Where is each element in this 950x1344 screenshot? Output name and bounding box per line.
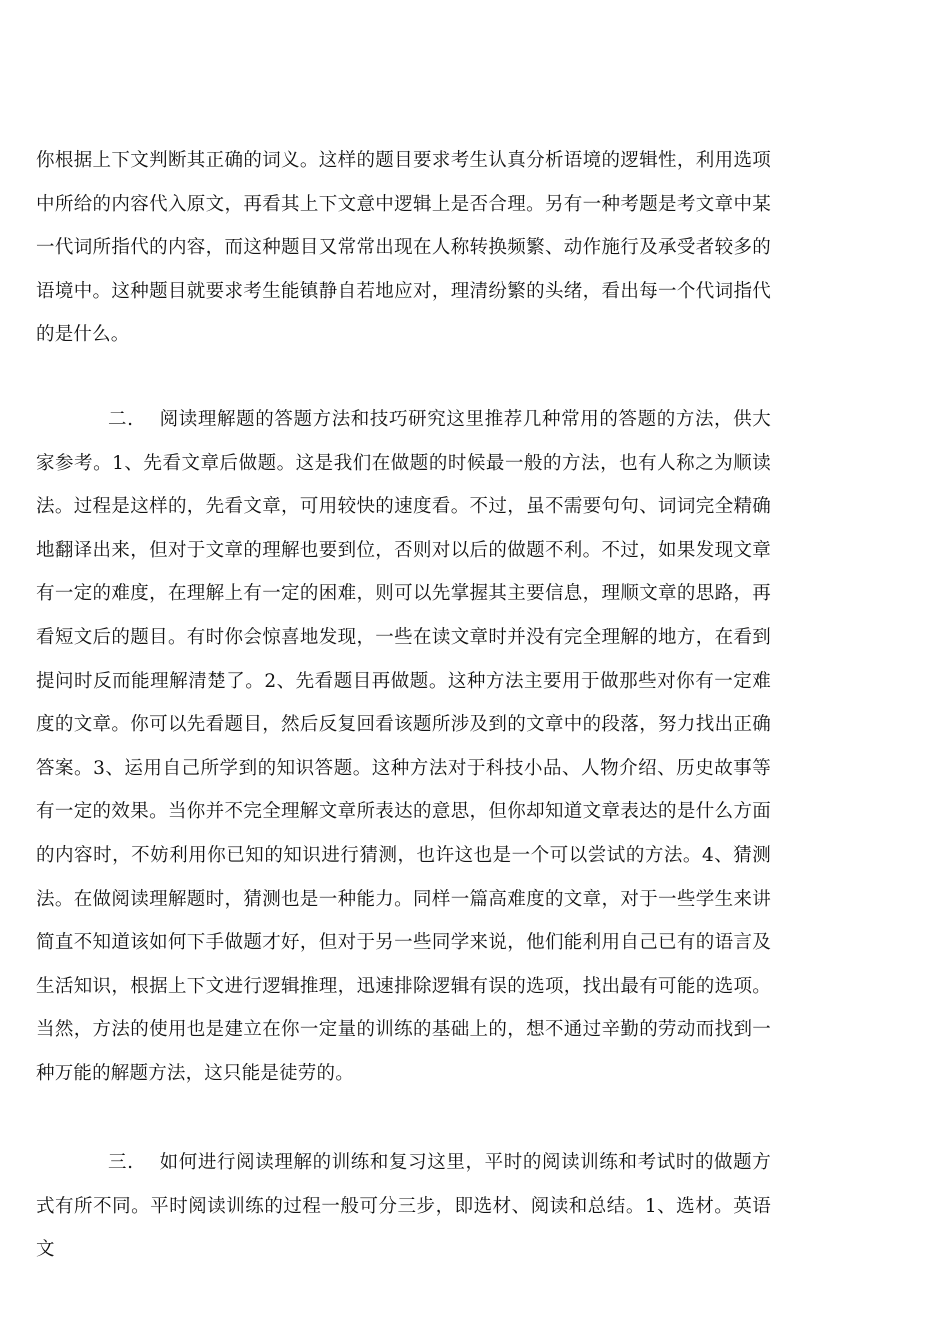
section-number: 三. bbox=[108, 1152, 134, 1173]
section-number: 二. bbox=[108, 409, 134, 430]
paragraph-section-three bbox=[36, 1141, 771, 1272]
paragraph-text: 阅读理解题的答题方法和技巧研究这里推荐几种常用的答题的方法，供大家参考。1、先看文章后做题。这是我们在做题的时候最一般的方法，也有人称之为顺读法。过程是这样的，先看文章，可用较快的速度看。不过，虽不需要句句、词词完全精确地翻译出来，但对于文章的理解也要到位，否则对以后的做题不利。不过，如果发现文章有一定的难度，在理解上有一定的困难，则可以先掌握其主要信息，理顺文章的思路，再看短文后的题目。有时你会惊喜地发现，一些在读文章时并没有完全理解的地方，在看到提问时反而能理解清楚了。2、先看题目再做题。这种方法主要用于做那些对你有一定难度的文章。你可以先看题目，然后反复回看该题所涉及到的文章中的段落，努力找出正确答案。3、运用自己所学到的知识答题。这种方法对于科技小品、人物介绍、历史故事等有一定的效果。当你并不完全理解文章所表达的意思，但你却知道文章表达的是什么方面的内容时，不妨利用你已知的知识进行猜测，也许这也是一个可以尝试的方法。4、猜测法。在做阅读理解题时，猜测也是一种能力。同样一篇高难度的文章，对于一些学生来讲简直不知道该如何下手做题才好，但对于另一些同学来说，他们能利用自己已有的语言及生活知识，根据上下文进行逻辑推理，迅速排除逻辑有误的选项，找出最有可能的选项。当然，方法的使用也是建立在你一定量的训练的基础上的，想不通过辛勤的劳动而找到一种万能的解题方法，这只能是徒劳的。 bbox=[36, 409, 771, 1084]
paragraph-text: 如何进行阅读理解的训练和复习这里，平时的阅读训练和考试时的做题方式有所不同。平时阅读训练的过程一般可分三步，即选材、阅读和总结。1、选材。英语文 bbox=[36, 1152, 771, 1261]
paragraph-continuation bbox=[36, 139, 771, 357]
paragraph-text: 你根据上下文判断其正确的词义。这样的题目要求考生认真分析语境的逻辑性，利用选项中所给的内容代入原文，再看其上下文意中逻辑上是否合理。另有一种考题是考文章中某一代词所指代的内容，而这种题目又常常出现在人称转换频繁、动作施行及承受者较多的语境中。这种题目就要求考生能镇静自若地应对，理清纷繁的头绪，看出每一个代词指代的是什么。 bbox=[36, 150, 771, 346]
paragraph-section-two bbox=[36, 398, 771, 1096]
